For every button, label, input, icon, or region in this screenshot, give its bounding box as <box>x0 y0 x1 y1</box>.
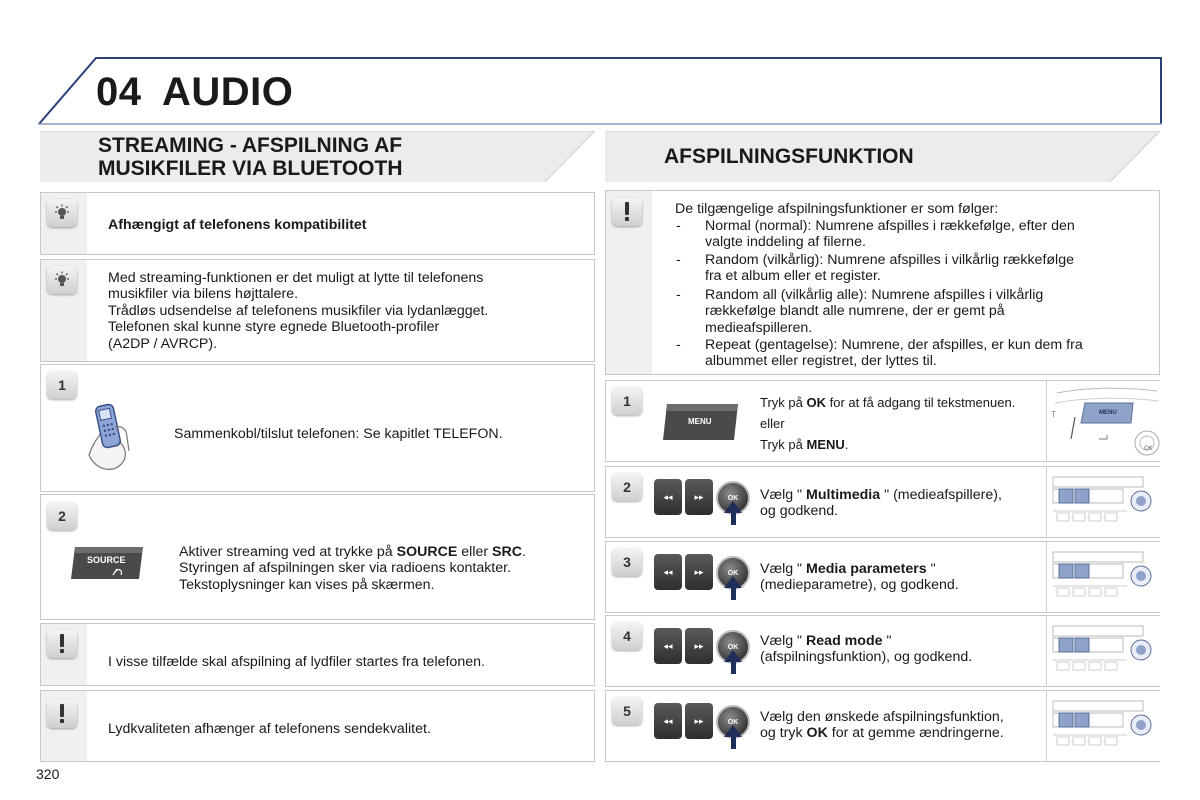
start-from-phone-text: I visse tilfælde skal afspilning af lydfiler startes fra telefonen. <box>108 654 485 670</box>
ok-knob-icon: OK <box>716 556 750 590</box>
read-mode-step-text: Vælg " Read mode " (afspilningsfunktion), og godkend. <box>760 633 973 666</box>
chapter-title <box>96 70 293 115</box>
exclamation-icon <box>612 198 642 226</box>
lightbulb-icon <box>47 199 77 227</box>
source-button-label: SOURCE <box>87 555 126 565</box>
compatibility-note-text: Afhængigt af telefonens kompatibilitet <box>108 217 367 233</box>
read-mode-step-box <box>605 615 1160 687</box>
up-arrow-icon <box>731 511 736 525</box>
menu-step-box <box>605 380 1160 462</box>
play-modes-intro: De tilgængelige afspilningsfunktioner er som følger: <box>675 201 999 217</box>
pair-phone-step-box <box>40 364 595 492</box>
step-badge: 2 <box>612 473 642 501</box>
next-button-icon: ▸▸ <box>685 479 713 515</box>
page-number: 320 <box>36 766 60 782</box>
step-badge: 3 <box>612 548 642 576</box>
ok-knob-icon: OK <box>716 481 750 515</box>
start-from-phone-warning-box <box>40 623 595 686</box>
right-section-heading: AFSPILNINGSFUNKTION <box>664 145 914 168</box>
menu-button-label: MENU <box>688 417 712 426</box>
svg-text:T: T <box>1051 410 1056 419</box>
sound-quality-text: Lydkvaliteten afhænger af telefonens sendekvalitet. <box>108 721 431 737</box>
activate-streaming-step-box <box>40 494 595 620</box>
choose-mode-step-box <box>605 690 1160 762</box>
streaming-info-box <box>40 259 595 362</box>
play-modes-info-box: De tilgængelige afspilningsfunktioner er som følger: - Normal (normal): Numrene afspilles i rækkefølge, efter den valgte inddeling af filerne. - Random (vilkårlig): Numrene afspilles i vilkårlig rækkefølge fra et album eller et register. - Random all (vilkårlig alle): Numrene afspilles i vilkårlig rækkefølge blandt alle numrene, der er gemt på medieafspilleren. - Repeat (gentagelse): Numrene, der afspilles, er kun dem fra albummet eller registret, der lyttes til. <box>605 190 1160 375</box>
compatibility-note-box <box>40 192 595 255</box>
exclamation-icon <box>47 630 77 658</box>
thumb-menu-label: MENU <box>1099 410 1117 416</box>
radio-panel-thumbnail <box>1046 691 1160 761</box>
next-button-icon: ▸▸ <box>685 703 713 739</box>
chapter-number: 04 <box>96 70 142 114</box>
step-badge: 2 <box>47 502 77 530</box>
radio-panel-thumbnail <box>1046 616 1160 686</box>
radio-panel-thumbnail <box>1046 467 1160 537</box>
chapter-name: AUDIO <box>162 70 294 114</box>
lightbulb-icon <box>47 266 77 294</box>
up-arrow-icon <box>731 660 736 674</box>
dashboard-menu-thumbnail <box>1046 381 1160 461</box>
exclamation-icon <box>47 700 77 728</box>
up-arrow-icon <box>731 735 736 749</box>
left-heading-line2: MUSIKFILER VIA BLUETOOTH <box>98 157 403 180</box>
sound-quality-warning-box <box>40 690 595 762</box>
media-parameters-step-box <box>605 541 1160 613</box>
step-badge: 1 <box>47 371 77 399</box>
thumb-ok-label: OK <box>1144 446 1153 452</box>
up-arrow-icon <box>731 586 736 600</box>
next-button-icon: ▸▸ <box>685 628 713 664</box>
multimedia-step-box <box>605 466 1160 538</box>
left-heading-line1: STREAMING - AFSPILNING AF <box>98 134 403 157</box>
phone-in-hand-icon <box>83 403 153 473</box>
pair-phone-text: Sammenkobl/tilslut telefonen: Se kapitlet TELEFON. <box>174 426 503 442</box>
step-badge: 4 <box>612 622 642 650</box>
next-button-icon: ▸▸ <box>685 554 713 590</box>
media-parameters-step-text: Vælg " Media parameters " (medieparametre), og godkend. <box>760 561 959 594</box>
ok-knob-icon: OK <box>716 705 750 739</box>
streaming-info-text: Med streaming-funktionen er det muligt at lytte til telefonens musikfiler via bilens højttalere. Trådløs udsendelse af telefonens musikfiler via lydanlægget. Telefonen skal kunne styre egnede Bluetooth-profiler (A2DP / AVRCP). <box>108 270 489 352</box>
previous-button-icon: ◂◂ <box>654 554 682 590</box>
multimedia-step-text: Vælg " Multimedia " (medieafspillere), og godkend. <box>760 487 1002 520</box>
step-badge: 1 <box>612 387 642 415</box>
previous-button-icon: ◂◂ <box>654 628 682 664</box>
left-section-heading <box>98 134 403 180</box>
previous-button-icon: ◂◂ <box>654 703 682 739</box>
step-badge: 5 <box>612 697 642 725</box>
ok-knob-icon: OK <box>716 630 750 664</box>
choose-mode-step-text: Vælg den ønskede afspilningsfunktion, og tryk OK for at gemme ændringerne. <box>760 709 1004 742</box>
menu-step-text: Tryk på OK for at få adgang til tekstmenuen. eller Tryk på MENU. <box>760 395 1016 452</box>
previous-button-icon: ◂◂ <box>654 479 682 515</box>
radio-panel-thumbnail <box>1046 542 1160 612</box>
activate-streaming-text: Aktiver streaming ved at trykke på SOURCE eller SRC. Styringen af afspilningen sker via radioens kontakter. Tekstoplysninger kan vises på skærmen. <box>179 544 526 593</box>
